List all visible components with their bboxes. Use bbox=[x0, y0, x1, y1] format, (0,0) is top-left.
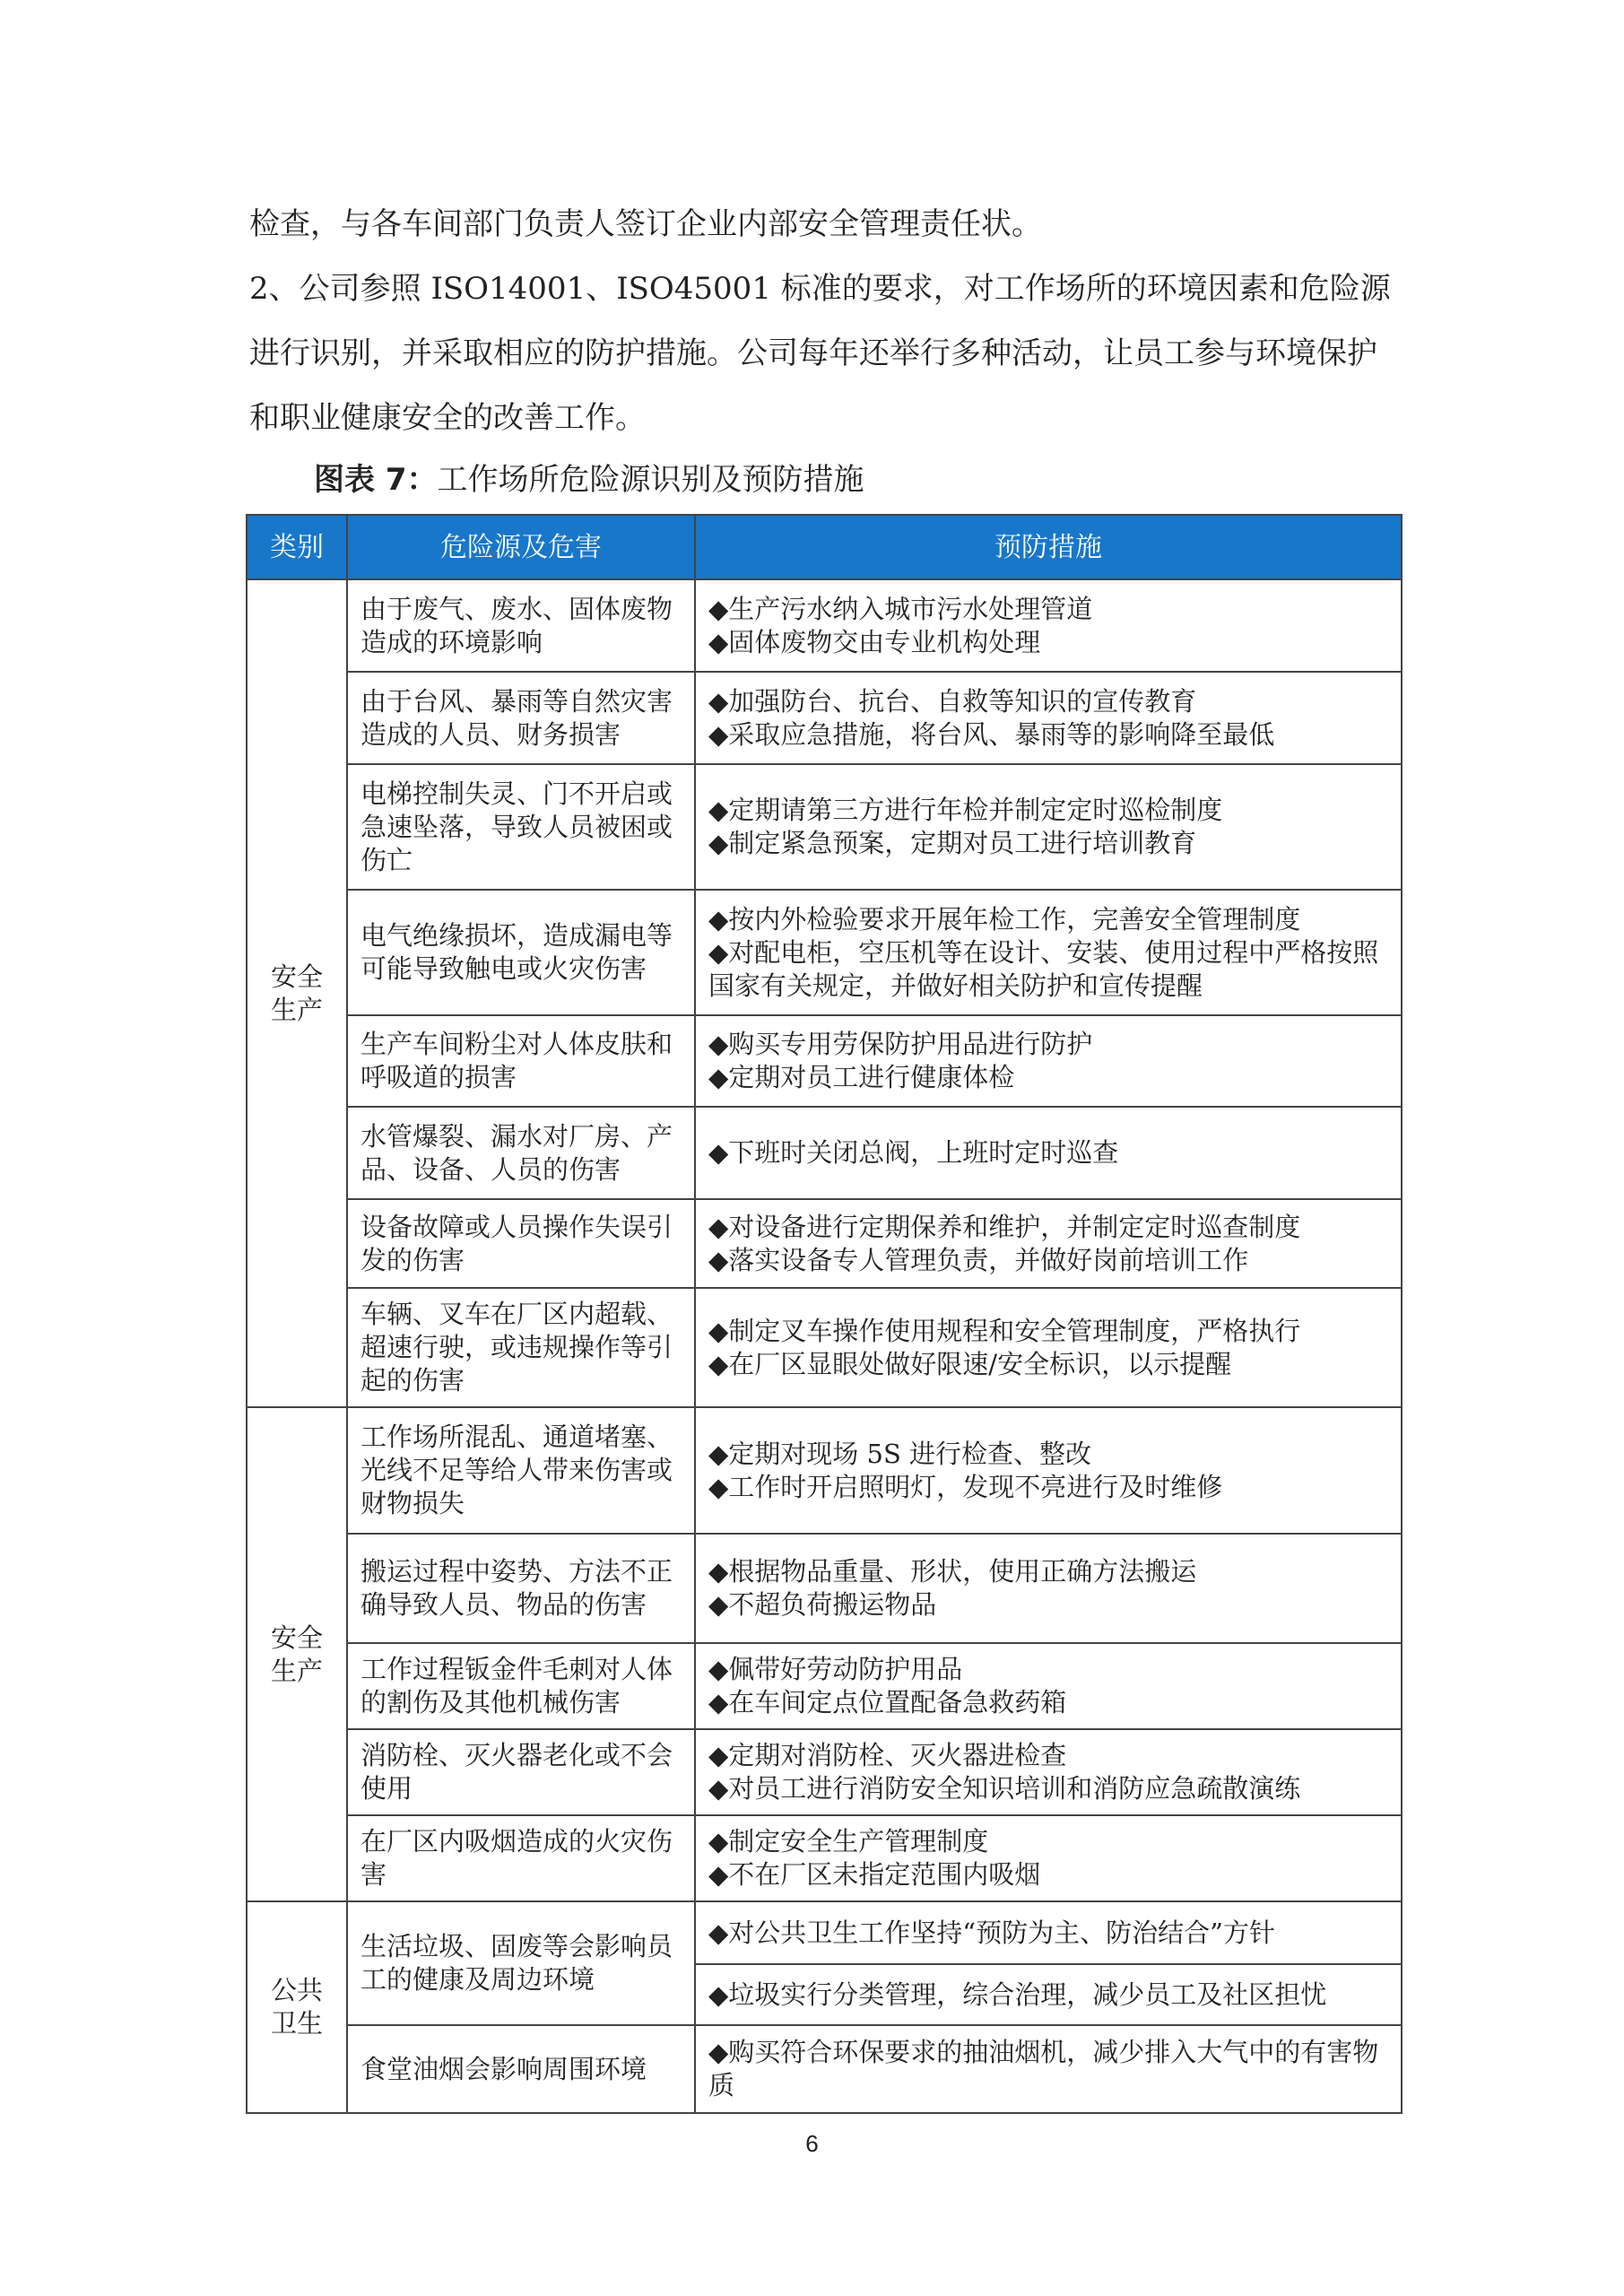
category-label: 安全生产 bbox=[270, 1622, 323, 1686]
measure-item: ◆不超负荷搬运物品 bbox=[708, 1589, 937, 1620]
measure-item: ◆定期对消防栓、灭火器进检查 bbox=[708, 1740, 1067, 1770]
measure-item: ◆对设备进行定期保养和维护，并制定定时巡查制度 bbox=[708, 1211, 1301, 1242]
hazard-cell: 搬运过程中姿势、方法不正确导致人员、物品的伤害 bbox=[347, 1534, 695, 1643]
measure-item: ◆定期对现场 5S 进行检查、整改 bbox=[708, 1438, 1092, 1469]
measure-item: ◆在厂区显眼处做好限速/安全标识，以示提醒 bbox=[708, 1348, 1232, 1379]
header-hazard: 危险源及危害 bbox=[347, 515, 695, 579]
paragraph-1: 检查，与各车间部门负责人签订企业内部安全管理责任状。 bbox=[249, 206, 1042, 242]
measures-cell bbox=[695, 1534, 1402, 1643]
table-row bbox=[247, 672, 1402, 764]
measures-cell bbox=[695, 579, 1402, 672]
hazard-cell: 水管爆裂、漏水对厂房、产品、设备、人员的伤害 bbox=[347, 1107, 695, 1199]
measure-item: ◆垃圾实行分类管理，综合治理，减少员工及社区担忧 bbox=[708, 1979, 1327, 2010]
category-label: 安全生产 bbox=[270, 961, 323, 1025]
table-row bbox=[247, 1199, 1402, 1288]
hazard-cell: 电梯控制失灵、门不开启或急速坠落，导致人员被困或伤亡 bbox=[347, 764, 695, 890]
hazard-cell: 由于废气、废水、固体废物造成的环境影响 bbox=[347, 579, 695, 672]
caption-text: 工作场所危险源识别及预防措施 bbox=[437, 462, 864, 498]
category-cell bbox=[247, 1901, 347, 2113]
measure-item: ◆下班时关闭总阀，上班时定时巡查 bbox=[708, 1137, 1119, 1168]
measures-cell bbox=[695, 1107, 1402, 1199]
measure-item: ◆制定叉车操作使用规程和安全管理制度，严格执行 bbox=[708, 1315, 1301, 1346]
table-row bbox=[247, 2025, 1402, 2113]
measure-item: ◆制定安全生产管理制度 bbox=[708, 1826, 989, 1857]
caption-label: 图表 7： bbox=[314, 462, 438, 498]
header-measures: 预防措施 bbox=[695, 515, 1402, 579]
table-row bbox=[247, 1288, 1402, 1407]
measure-item: ◆采取应急措施，将台风、暴雨等的影响降至最低 bbox=[708, 718, 1275, 750]
hazard-table bbox=[246, 514, 1403, 2114]
hazard-cell: 工作过程钣金件毛刺对人体的割伤及其他机械伤害 bbox=[347, 1643, 695, 1729]
measures-cell bbox=[695, 1729, 1402, 1815]
table-row bbox=[247, 1107, 1402, 1199]
table-row bbox=[247, 1015, 1402, 1107]
measure-item: ◆佩带好劳动防护用品 bbox=[708, 1654, 963, 1684]
measure-item: ◆购买符合环保要求的抽油烟机，减少排入大气中的有害物质 bbox=[708, 2037, 1379, 2100]
measures-cell bbox=[695, 890, 1402, 1015]
table-header-row bbox=[247, 515, 1402, 579]
measure-item: ◆对公共卫生工作坚持“预防为主、防治结合”方针 bbox=[708, 1917, 1275, 1948]
hazard-cell: 生活垃圾、固废等会影响员工的健康及周边环境 bbox=[347, 1901, 695, 2025]
measure-item: ◆在车间定点位置配备急救药箱 bbox=[708, 1687, 1067, 1718]
hazard-cell: 工作场所混乱、通道堵塞、光线不足等给人带来伤害或财物损失 bbox=[347, 1407, 695, 1534]
category-cell bbox=[247, 1407, 347, 1901]
hazard-cell: 电气绝缘损坏，造成漏电等可能导致触电或火灾伤害 bbox=[347, 890, 695, 1015]
measures-cell bbox=[695, 672, 1402, 764]
measure-item: ◆根据物品重量、形状，使用正确方法搬运 bbox=[708, 1556, 1197, 1587]
measure-item: ◆对配电柜，空压机等在设计、安装、使用过程中严格按照国家有关规定，并做好相关防护和宣传提醒 bbox=[708, 936, 1379, 1001]
table-row bbox=[247, 1815, 1402, 1901]
hazard-cell: 车辆、叉车在厂区内超载、超速行驶，或违规操作等引起的伤害 bbox=[347, 1288, 695, 1407]
measures-cell bbox=[695, 2025, 1402, 2113]
category-cell bbox=[247, 579, 347, 1407]
hazard-cell: 生产车间粉尘对人体皮肤和呼吸道的损害 bbox=[347, 1015, 695, 1107]
measures-cell bbox=[695, 1815, 1402, 1901]
table-caption bbox=[314, 453, 864, 507]
measure-item: ◆定期请第三方进行年检并制定定时巡检制度 bbox=[708, 795, 1223, 825]
table-row bbox=[247, 1729, 1402, 1815]
measure-item: ◆定期对员工进行健康体检 bbox=[708, 1062, 1015, 1092]
measures-cell bbox=[695, 1901, 1402, 1964]
measure-item: ◆购买专用劳保防护用品进行防护 bbox=[708, 1029, 1093, 1059]
measures-cell bbox=[695, 1643, 1402, 1729]
measure-item: ◆不在厂区未指定范围内吸烟 bbox=[708, 1859, 1041, 1890]
measure-item: ◆工作时开启照明灯，发现不亮进行及时维修 bbox=[708, 1471, 1223, 1502]
measure-item: ◆固体废物交由专业机构处理 bbox=[708, 626, 1041, 657]
table-row bbox=[247, 890, 1402, 1015]
measure-item: ◆对员工进行消防安全知识培训和消防应急疏散演练 bbox=[708, 1773, 1301, 1804]
measure-item: ◆按内外检验要求开展年检工作，完善安全管理制度 bbox=[708, 903, 1301, 935]
paragraph-2: 2、公司参照 ISO14001、ISO45001 标准的要求，对工作场所的环境因素和危险源进行识别，并采取相应的防护措施。公司每年还举行多种活动，让员工参与环境保护和职业健康安全的改善工作。 bbox=[249, 271, 1391, 436]
hazard-cell: 设备故障或人员操作失误引发的伤害 bbox=[347, 1199, 695, 1288]
measure-item: ◆制定紧急预案，定期对员工进行培训教育 bbox=[708, 828, 1197, 858]
table-row bbox=[247, 1643, 1402, 1729]
measures-cell bbox=[695, 1015, 1402, 1107]
hazard-cell: 在厂区内吸烟造成的火灾伤害 bbox=[347, 1815, 695, 1901]
measure-item: ◆生产污水纳入城市污水处理管道 bbox=[708, 593, 1093, 624]
measures-cell bbox=[695, 1407, 1402, 1534]
measures-cell bbox=[695, 1964, 1402, 2025]
category-label: 公共卫生 bbox=[270, 1975, 323, 2039]
table-row bbox=[247, 1534, 1402, 1643]
table-row bbox=[247, 1901, 1402, 1964]
hazard-cell: 消防栓、灭火器老化或不会使用 bbox=[347, 1729, 695, 1815]
measures-cell bbox=[695, 764, 1402, 890]
table-row bbox=[247, 1407, 1402, 1534]
hazard-cell: 食堂油烟会影响周围环境 bbox=[347, 2025, 695, 2113]
measures-cell bbox=[695, 1288, 1402, 1407]
measures-cell bbox=[695, 1199, 1402, 1288]
table-row bbox=[247, 579, 1402, 672]
measure-item: ◆落实设备专人管理负责，并做好岗前培训工作 bbox=[708, 1244, 1249, 1275]
table-row bbox=[247, 764, 1402, 890]
measure-item: ◆加强防台、抗台、自救等知识的宣传教育 bbox=[708, 685, 1197, 717]
header-category: 类别 bbox=[247, 515, 347, 579]
hazard-cell: 由于台风、暴雨等自然灾害造成的人员、财务损害 bbox=[347, 672, 695, 764]
page-number: 6 bbox=[805, 2130, 819, 2157]
